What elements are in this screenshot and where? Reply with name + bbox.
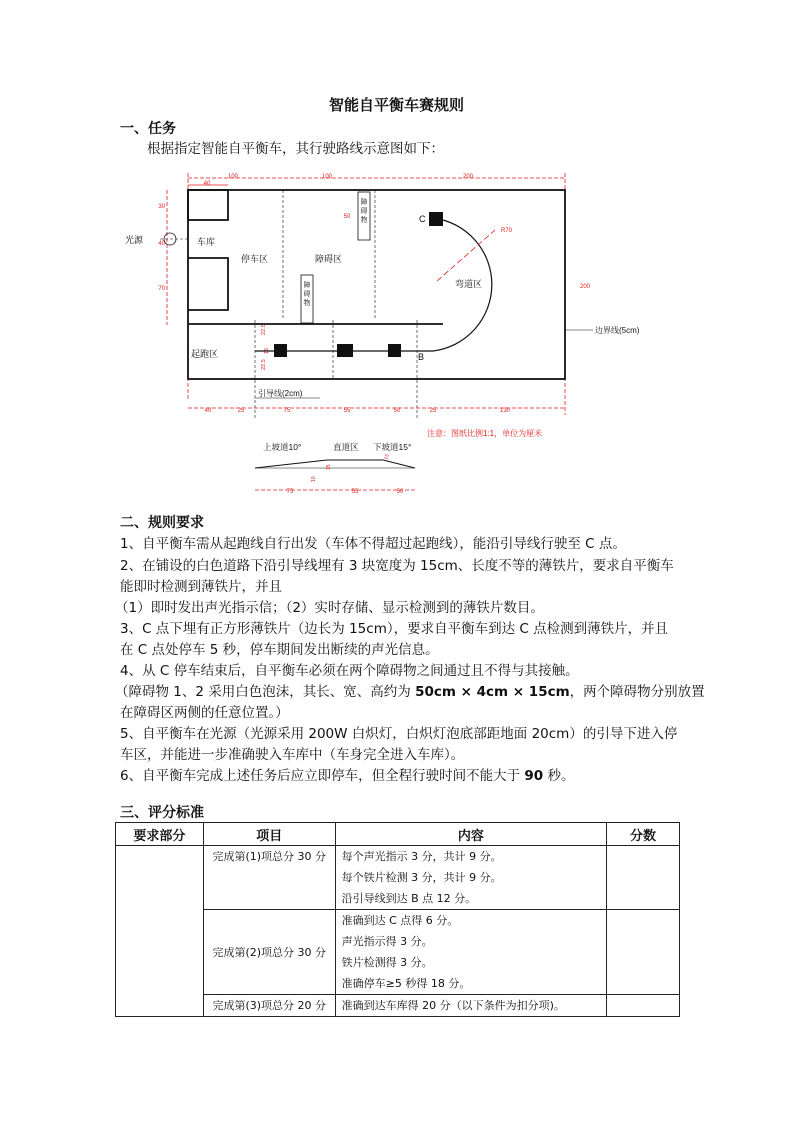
dim-ramp-small-3: 15 — [383, 453, 391, 461]
rule-3a: 3、C 点下埋有正方形薄铁片（边长为 15cm），要求自平衡车到达 C 点检测到薄铁片，并且 — [120, 621, 669, 637]
boundary-label: 边界线(5cm) — [595, 326, 640, 335]
rule-4b-pre: （障碍物 1、2 采用白色泡沫，其长、宽、高约为 — [115, 684, 416, 700]
dim-ramp-small-1: 10 — [311, 476, 317, 482]
rule-5b: 车区，并能进一步准确驶入车库中（车身完全进入车库）。 — [120, 747, 465, 763]
guide-label: 引导线(2cm) — [258, 389, 303, 398]
curve-label: 弯道区 — [455, 279, 483, 289]
header-score: 分数 — [607, 823, 680, 846]
obstacle-2-label: 障碍物 — [303, 282, 311, 307]
scale-note: 注意：图纸比例1:1，单位为厘米 — [427, 429, 543, 438]
rule-3b: 在 C 点处停车 5 秒，停车期间发出断续的声光信息。 — [120, 642, 439, 658]
rule-2b: 能即时检测到薄铁片，并且 — [120, 579, 282, 595]
dim-mid-3: 15 — [264, 347, 270, 354]
dim-bottom-5: 50 — [393, 408, 401, 414]
content-cell: 准确到达 C 点得 6 分。 声光指示得 3 分。 铁片检测得 3 分。 准确停车≥5 秒得 18 分。 — [335, 910, 606, 995]
dim-bottom-7: 130 — [499, 408, 511, 414]
garage-bottom — [188, 258, 228, 310]
zone-dividers — [255, 190, 417, 420]
dim-bottom-1: 40 — [204, 408, 212, 414]
content-cell: 准确到达车库得 20 分（以下条件为扣分项)。 — [335, 995, 606, 1017]
down-ramp-label: 下坡道15° — [373, 442, 412, 452]
scoring-table — [115, 822, 680, 1017]
up-ramp-label: 上坡道10° — [263, 442, 302, 452]
obstacle-1-label: 障碍物 — [360, 199, 368, 224]
garage-top — [188, 190, 228, 220]
rule-4b-post: ，两个障碍物分别放置 — [569, 684, 705, 700]
iron-plate-1 — [274, 344, 287, 357]
dim-bottom-2: 25 — [237, 408, 245, 414]
dim-radius: R70 — [501, 228, 513, 234]
item-cell: 完成第(2)项总分 30 分 — [203, 910, 335, 995]
rule-6 — [120, 766, 574, 786]
dim-right: 200 — [580, 284, 591, 290]
dim-left-2: 40 — [158, 241, 165, 247]
section-3-heading: 三、评分标准 — [120, 805, 204, 821]
iron-plate-2 — [337, 344, 353, 357]
garage-label: 车库 — [197, 237, 216, 247]
score-cell[interactable] — [607, 846, 680, 910]
dim-bottom-4: 55 — [343, 408, 351, 414]
dim-ramp-1: 75 — [286, 489, 294, 495]
dim-mid-2: 22.5 — [261, 359, 267, 370]
dim-ramp-2: 55 — [351, 489, 359, 495]
straight-label: 直道区 — [333, 442, 359, 452]
section-1-heading: 一、任务 — [120, 121, 176, 137]
rule-5a: 5、自平衡车在光源（光源采用 200W 白炽灯，白炽灯泡底部距地面 20cm）的引导下进入停 — [120, 726, 678, 742]
page-title: 智能自平衡车赛规则 — [328, 96, 464, 114]
section-cell — [116, 846, 204, 1017]
rule-2a: 2、在铺设的白色道路下沿引导线埋有 3 块宽度为 15cm、长度不等的薄铁片，要求自平衡车 — [120, 558, 674, 574]
dim-ramp-3: 50 — [396, 489, 404, 495]
rule-6-pre: 6、自平衡车完成上述任务后应立即停车，但全程行驶时间不能大于 — [120, 768, 525, 784]
item-cell: 完成第(1)项总分 30 分 — [203, 846, 335, 910]
start-label: 起跑区 — [191, 349, 219, 359]
dim-obstacle: 50 — [343, 214, 351, 220]
rule-4b — [115, 682, 705, 702]
dim-top-small: 40 — [203, 181, 211, 187]
section-1-intro: 根据指定智能自平衡车，其行驶路线示意图如下： — [147, 141, 444, 157]
dim-top-1: 100 — [227, 174, 239, 180]
table-header-row — [116, 823, 680, 846]
section-2-heading: 二、规则要求 — [120, 515, 204, 531]
rule-6-post: 秒。 — [543, 768, 575, 784]
point-b-label: B — [418, 352, 425, 362]
score-cell[interactable] — [607, 910, 680, 995]
dim-left-3: 70 — [158, 286, 165, 292]
rule-6-time: 90 — [524, 768, 544, 784]
dim-left-1: 30 — [158, 204, 165, 210]
rule-4c: 在障碍区两侧的任意位置。） — [120, 705, 289, 721]
iron-plate-3 — [388, 344, 401, 357]
ramp-profile — [255, 460, 415, 468]
score-cell[interactable] — [607, 995, 680, 1017]
dim-bottom-3: 75 — [283, 408, 291, 414]
track-diagram — [115, 170, 640, 500]
table-row — [116, 846, 680, 910]
obstacle-zone-label: 障碍区 — [315, 254, 343, 264]
rule-2c: （1）即时发出声光指示信；（2）实时存储、显示检测到的薄铁片数目。 — [115, 600, 544, 616]
point-c-plate — [429, 212, 443, 226]
dim-top-2: 100 — [321, 174, 333, 180]
header-content: 内容 — [335, 823, 606, 846]
rule-4b-dimensions: 50cm × 4cm × 15cm — [415, 684, 570, 700]
dim-bottom-6: 25 — [429, 408, 437, 414]
dim-mid-1: 22.5 — [261, 324, 267, 335]
content-cell: 每个声光指示 3 分，共计 9 分。 每个铁片检测 3 分，共计 9 分。 沿引导线到达 B 点 12 分。 — [335, 846, 606, 910]
item-cell: 完成第(3)项总分 20 分 — [203, 995, 335, 1017]
parking-label: 停车区 — [241, 254, 269, 264]
rule-1: 1、自平衡车需从起跑线自行出发（车体不得超过起跑线），能沿引导线行驶至 C 点。 — [120, 536, 626, 552]
dim-ramp-small-2: 15 — [326, 464, 332, 470]
dim-top-3: 200 — [462, 174, 474, 180]
point-c-label: C — [419, 214, 426, 224]
header-section: 要求部分 — [116, 823, 204, 846]
rule-4a: 4、从 C 停车结束后，自平衡车必须在两个障碍物之间通过且不得与其接触。 — [120, 663, 579, 679]
header-item: 项目 — [203, 823, 335, 846]
light-label: 光源 — [125, 235, 144, 245]
